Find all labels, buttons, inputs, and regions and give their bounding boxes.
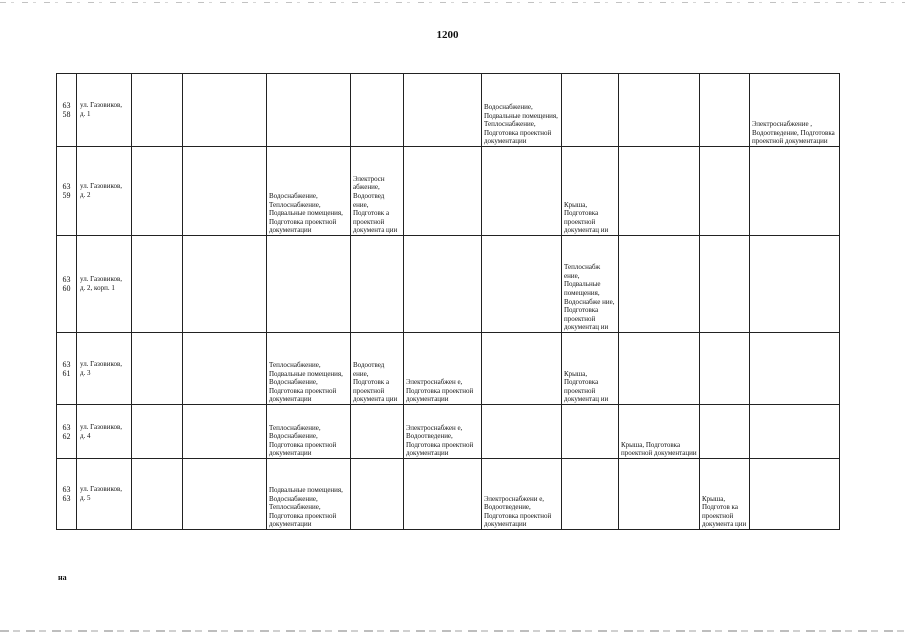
- work-cell: [619, 74, 700, 147]
- work-cell: [482, 333, 562, 405]
- work-cell: [404, 459, 482, 530]
- work-cell: Крыша, Подготов ка проектной документа ции: [700, 459, 750, 530]
- address-cell: ул. Газовиков, д. 5: [77, 459, 132, 530]
- work-cell: [267, 74, 351, 147]
- work-cell: Теплоснабжение, Водоснабжение, Подготовка проектной документации: [267, 405, 351, 459]
- work-cell: [700, 147, 750, 236]
- work-cell: [619, 147, 700, 236]
- work-cell: [183, 74, 267, 147]
- work-schedule-table: [56, 73, 840, 530]
- work-cell: [351, 236, 404, 333]
- work-cell: Электроснабжен е, Водоотведение, Подготовка проектной документации: [404, 405, 482, 459]
- work-cell: [700, 405, 750, 459]
- work-cell: Водоснабжение, Теплоснабжение, Подвальные помещения, Подготовка проектной документации: [267, 147, 351, 236]
- work-cell: [750, 459, 840, 530]
- work-cell: Крыша, Подготовка проектной документац ии: [562, 147, 619, 236]
- work-cell: [482, 147, 562, 236]
- work-cell: [404, 147, 482, 236]
- work-cell: [351, 74, 404, 147]
- work-cell: [482, 236, 562, 333]
- work-cell: [700, 236, 750, 333]
- work-cell: Водоотвед ение, Подготовк а проектной документа ции: [351, 333, 404, 405]
- work-cell: [482, 405, 562, 459]
- row-number-cell: 63 60: [57, 236, 77, 333]
- scan-edge-bottom: [0, 630, 905, 632]
- table-row: [57, 405, 840, 459]
- work-cell: [750, 147, 840, 236]
- work-cell: Электроснабжен е, Подготовка проектной документации: [404, 333, 482, 405]
- address-cell: ул. Газовиков, д. 2, корп. 1: [77, 236, 132, 333]
- work-cell: [267, 236, 351, 333]
- work-cell: Электроснабжение , Водоотведение, Подготовка проектной документации: [750, 74, 840, 147]
- work-cell: Подвальные помещения, Водоснабжение, Теплоснабжение, Подготовка проектной документации: [267, 459, 351, 530]
- work-cell: [404, 74, 482, 147]
- work-cell: [183, 147, 267, 236]
- work-cell: Теплоснабжение, Подвальные помещения, Водоснабжение, Подготовка проектной документации: [267, 333, 351, 405]
- work-cell: [750, 333, 840, 405]
- work-cell: Электросн абжение, Водоотвед ение, Подготовк а проектной документа ции: [351, 147, 404, 236]
- work-cell: [183, 405, 267, 459]
- address-cell: ул. Газовиков, д. 1: [77, 74, 132, 147]
- work-cell: [404, 236, 482, 333]
- work-cell: [750, 236, 840, 333]
- table-row: [57, 459, 840, 530]
- work-cell: [132, 333, 183, 405]
- row-number-cell: 63 59: [57, 147, 77, 236]
- work-cell: [132, 236, 183, 333]
- work-cell: Электроснабжени е, Водоотведение, Подготовка проектной документации: [482, 459, 562, 530]
- work-cell: [750, 405, 840, 459]
- work-cell: [132, 74, 183, 147]
- work-cell: [700, 333, 750, 405]
- work-cell: [183, 236, 267, 333]
- table-row: [57, 236, 840, 333]
- work-cell: Теплоснабж ение, Подвальные помещения, Водоснабже ние, Подготовка проектной документац ии: [562, 236, 619, 333]
- work-cell: [562, 459, 619, 530]
- work-cell: Крыша, Подготовка проектной документации: [619, 405, 700, 459]
- table-row: [57, 74, 840, 147]
- scan-edge-top: [0, 2, 905, 3]
- table-row: [57, 333, 840, 405]
- work-cell: [700, 74, 750, 147]
- work-cell: [132, 405, 183, 459]
- row-number-cell: 63 62: [57, 405, 77, 459]
- address-cell: ул. Газовиков, д. 4: [77, 405, 132, 459]
- row-number-cell: 63 61: [57, 333, 77, 405]
- work-cell: Крыша, Подготовка проектной документац ии: [562, 333, 619, 405]
- work-cell: [351, 405, 404, 459]
- work-cell: [562, 405, 619, 459]
- row-number-cell: 63 58: [57, 74, 77, 147]
- work-cell: [183, 459, 267, 530]
- work-cell: [183, 333, 267, 405]
- address-cell: ул. Газовиков, д. 2: [77, 147, 132, 236]
- work-cell: [562, 74, 619, 147]
- address-cell: ул. Газовиков, д. 3: [77, 333, 132, 405]
- work-cell: [351, 459, 404, 530]
- work-cell: [619, 236, 700, 333]
- work-cell: [132, 459, 183, 530]
- work-cell: [132, 147, 183, 236]
- footer-note: на: [58, 573, 67, 582]
- work-cell: [619, 459, 700, 530]
- table-row: [57, 147, 840, 236]
- page-number: 1200: [436, 29, 459, 41]
- row-number-cell: 63 63: [57, 459, 77, 530]
- work-cell: Водоснабжение, Подвальные помещения, Теплоснабжение, Подготовка проектной документации: [482, 74, 562, 147]
- work-cell: [619, 333, 700, 405]
